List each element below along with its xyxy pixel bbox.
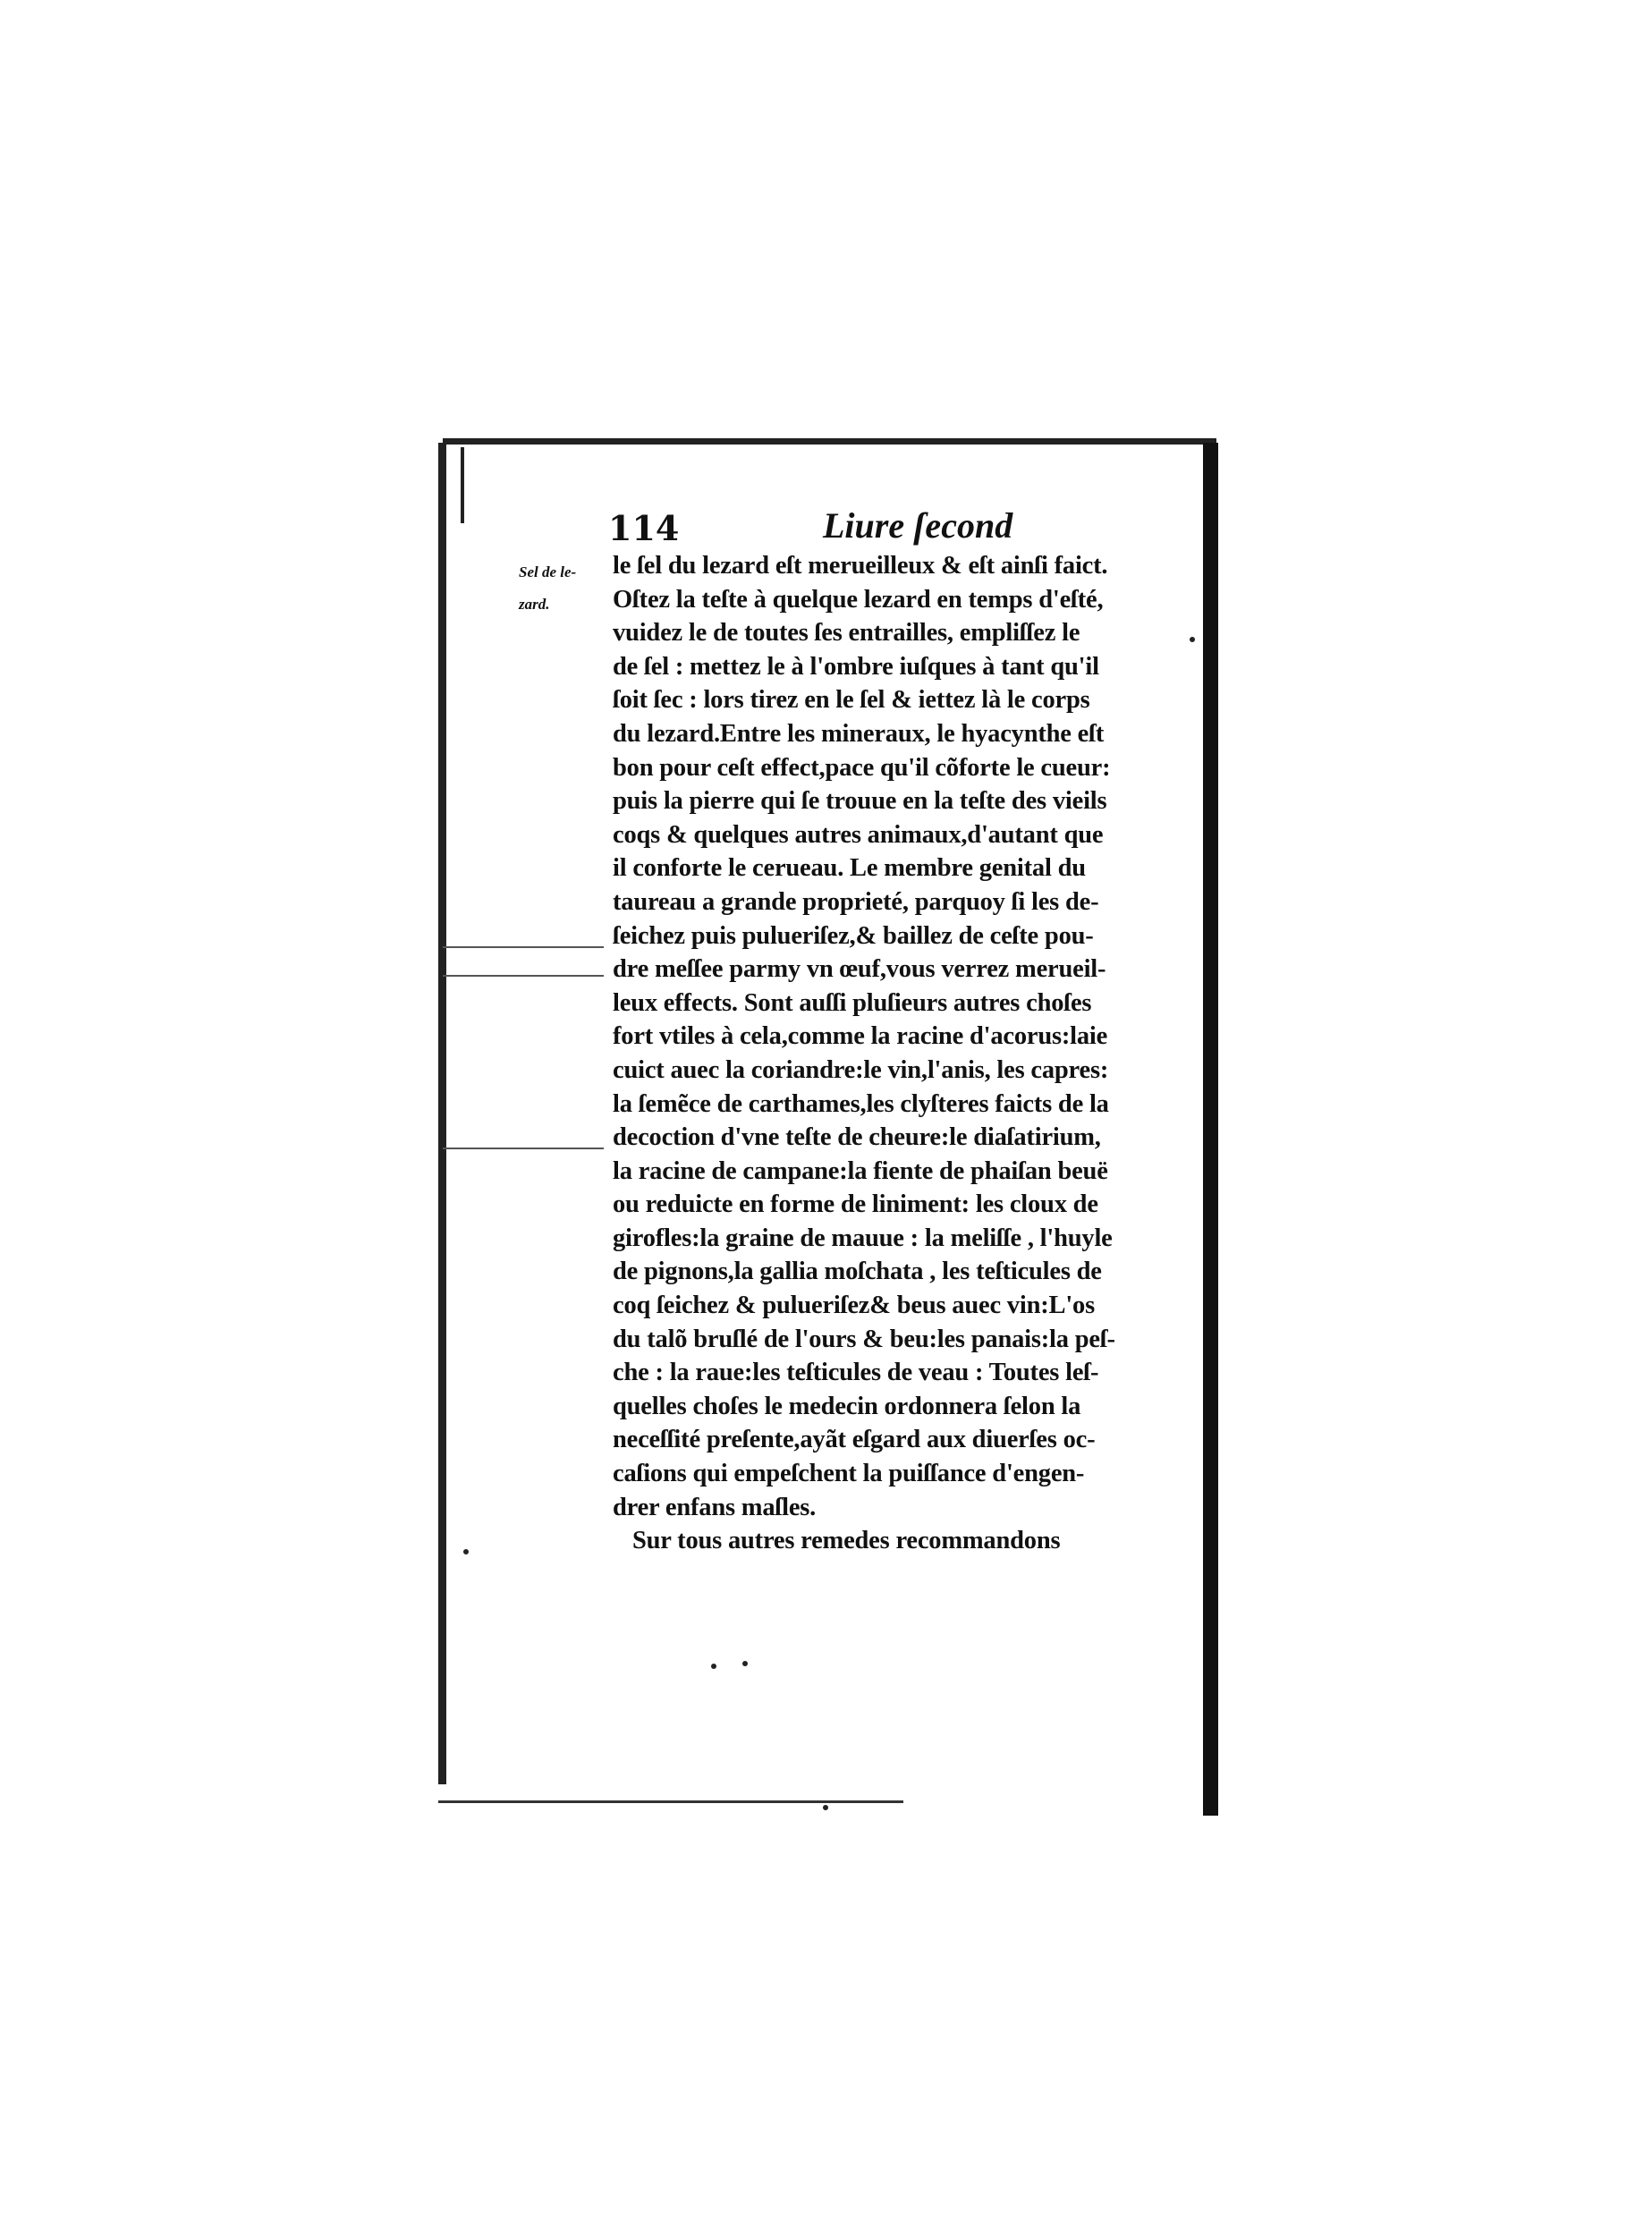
text-line: che : la raue:les teſticules de veau : Toutes leſ-: [613, 1359, 1099, 1387]
text-line: drer enfans maſles.: [613, 1493, 817, 1521]
text-line: Sur tous autres remedes recommandons: [632, 1527, 1061, 1555]
margin-note-line: zard.: [519, 596, 550, 613]
text-line: taureau a grande proprieté, parquoy ſi les de-: [613, 887, 1099, 916]
scan-artifact-dot: [711, 1664, 716, 1669]
text-line: vuidez le de toutes ſes entrailles, empliſſez le: [613, 619, 1080, 648]
text-line: ſeichez puis pulueriſez,& baillez de ceſte pou-: [613, 921, 1094, 950]
text-line: coq ſeichez & pulueriſez& beus auec vin:L'os: [613, 1292, 1095, 1320]
margin-note: [519, 556, 613, 621]
scan-artifact-line: [443, 946, 604, 948]
page-edge-mark: [461, 447, 464, 523]
text-line: girofles:la graine de mauue : la meliſſe , l'huyle: [613, 1224, 1113, 1252]
page-edge-bottom: [438, 1800, 903, 1803]
text-line: la racine de campane:la fiente de phaiſan beuë: [613, 1156, 1108, 1185]
text-line: dre meſſee parmy vn œuf,vous verrez merueil-: [613, 955, 1106, 984]
text-line: Oſtez la teſte à quelque lezard en temps d'eſté,: [613, 585, 1104, 614]
text-line: du lezard.Entre les mineraux, le hyacynthe eſt: [613, 719, 1105, 748]
scan-artifact-line: [443, 1148, 604, 1149]
page-edge-left: [438, 443, 446, 1784]
text-line: ſoit ſec : lors tirez en le ſel & iettez là le corps: [613, 686, 1090, 715]
text-line: puis la pierre qui ſe trouue en la teſte des vieils: [613, 787, 1107, 816]
page-edge-right: [1203, 443, 1218, 1816]
text-line: de pignons,la gallia moſchata , les teſticules de: [613, 1258, 1102, 1286]
page-number: 114: [608, 508, 680, 548]
scan-artifact-line: [443, 975, 604, 977]
scan-artifact-dot: [742, 1661, 748, 1666]
text-line: leux effects. Sont auſſi pluſieurs autres choſes: [613, 988, 1092, 1017]
text-line: ou reduicte en forme de liniment: les cloux de: [613, 1190, 1098, 1219]
text-line: fort vtiles à cela,comme la racine d'acorus:laie: [613, 1022, 1108, 1051]
text-line: caſions qui empeſchent la puiſſance d'engen-: [613, 1460, 1085, 1488]
body-text: [613, 549, 1185, 1558]
running-head: [608, 505, 1029, 551]
text-line: cuict auec la coriandre:le vin,l'anis, les capres:: [613, 1055, 1109, 1084]
margin-note-line: Sel de le-: [519, 563, 577, 580]
text-line: decoction d'vne teſte de cheure:le diaſatirium,: [613, 1123, 1101, 1152]
text-line: il conforte le cerueau. Le membre genital du: [613, 854, 1086, 883]
text-line: le ſel du lezard eſt merueilleux & eſt ainſi faict.: [613, 552, 1108, 580]
text-line: neceſſité preſente,ayãt eſgard aux diuerſes oc-: [613, 1426, 1096, 1454]
scan-artifact-dot: [1190, 637, 1195, 642]
text-line: du talõ bruſlé de l'ours & beu:les panais:la peſ-: [613, 1325, 1115, 1353]
scan-artifact-dot: [463, 1549, 469, 1554]
running-title: Liure ſecond: [823, 505, 1013, 546]
scan-artifact-dot: [823, 1805, 828, 1810]
text-line: quelles choſes le medecin ordonnera ſelon la: [613, 1392, 1081, 1420]
text-line: la ſemẽce de carthames,les clyſteres faicts de la: [613, 1089, 1109, 1118]
text-line: bon pour ceſt effect,pace qu'il cõforte le cueur:: [613, 753, 1111, 782]
text-line: coqs & quelques autres animaux,d'autant que: [613, 820, 1104, 849]
text-line: de ſel : mettez le à l'ombre iuſques à tant qu'il: [613, 652, 1099, 681]
page-edge-top: [443, 438, 1216, 445]
